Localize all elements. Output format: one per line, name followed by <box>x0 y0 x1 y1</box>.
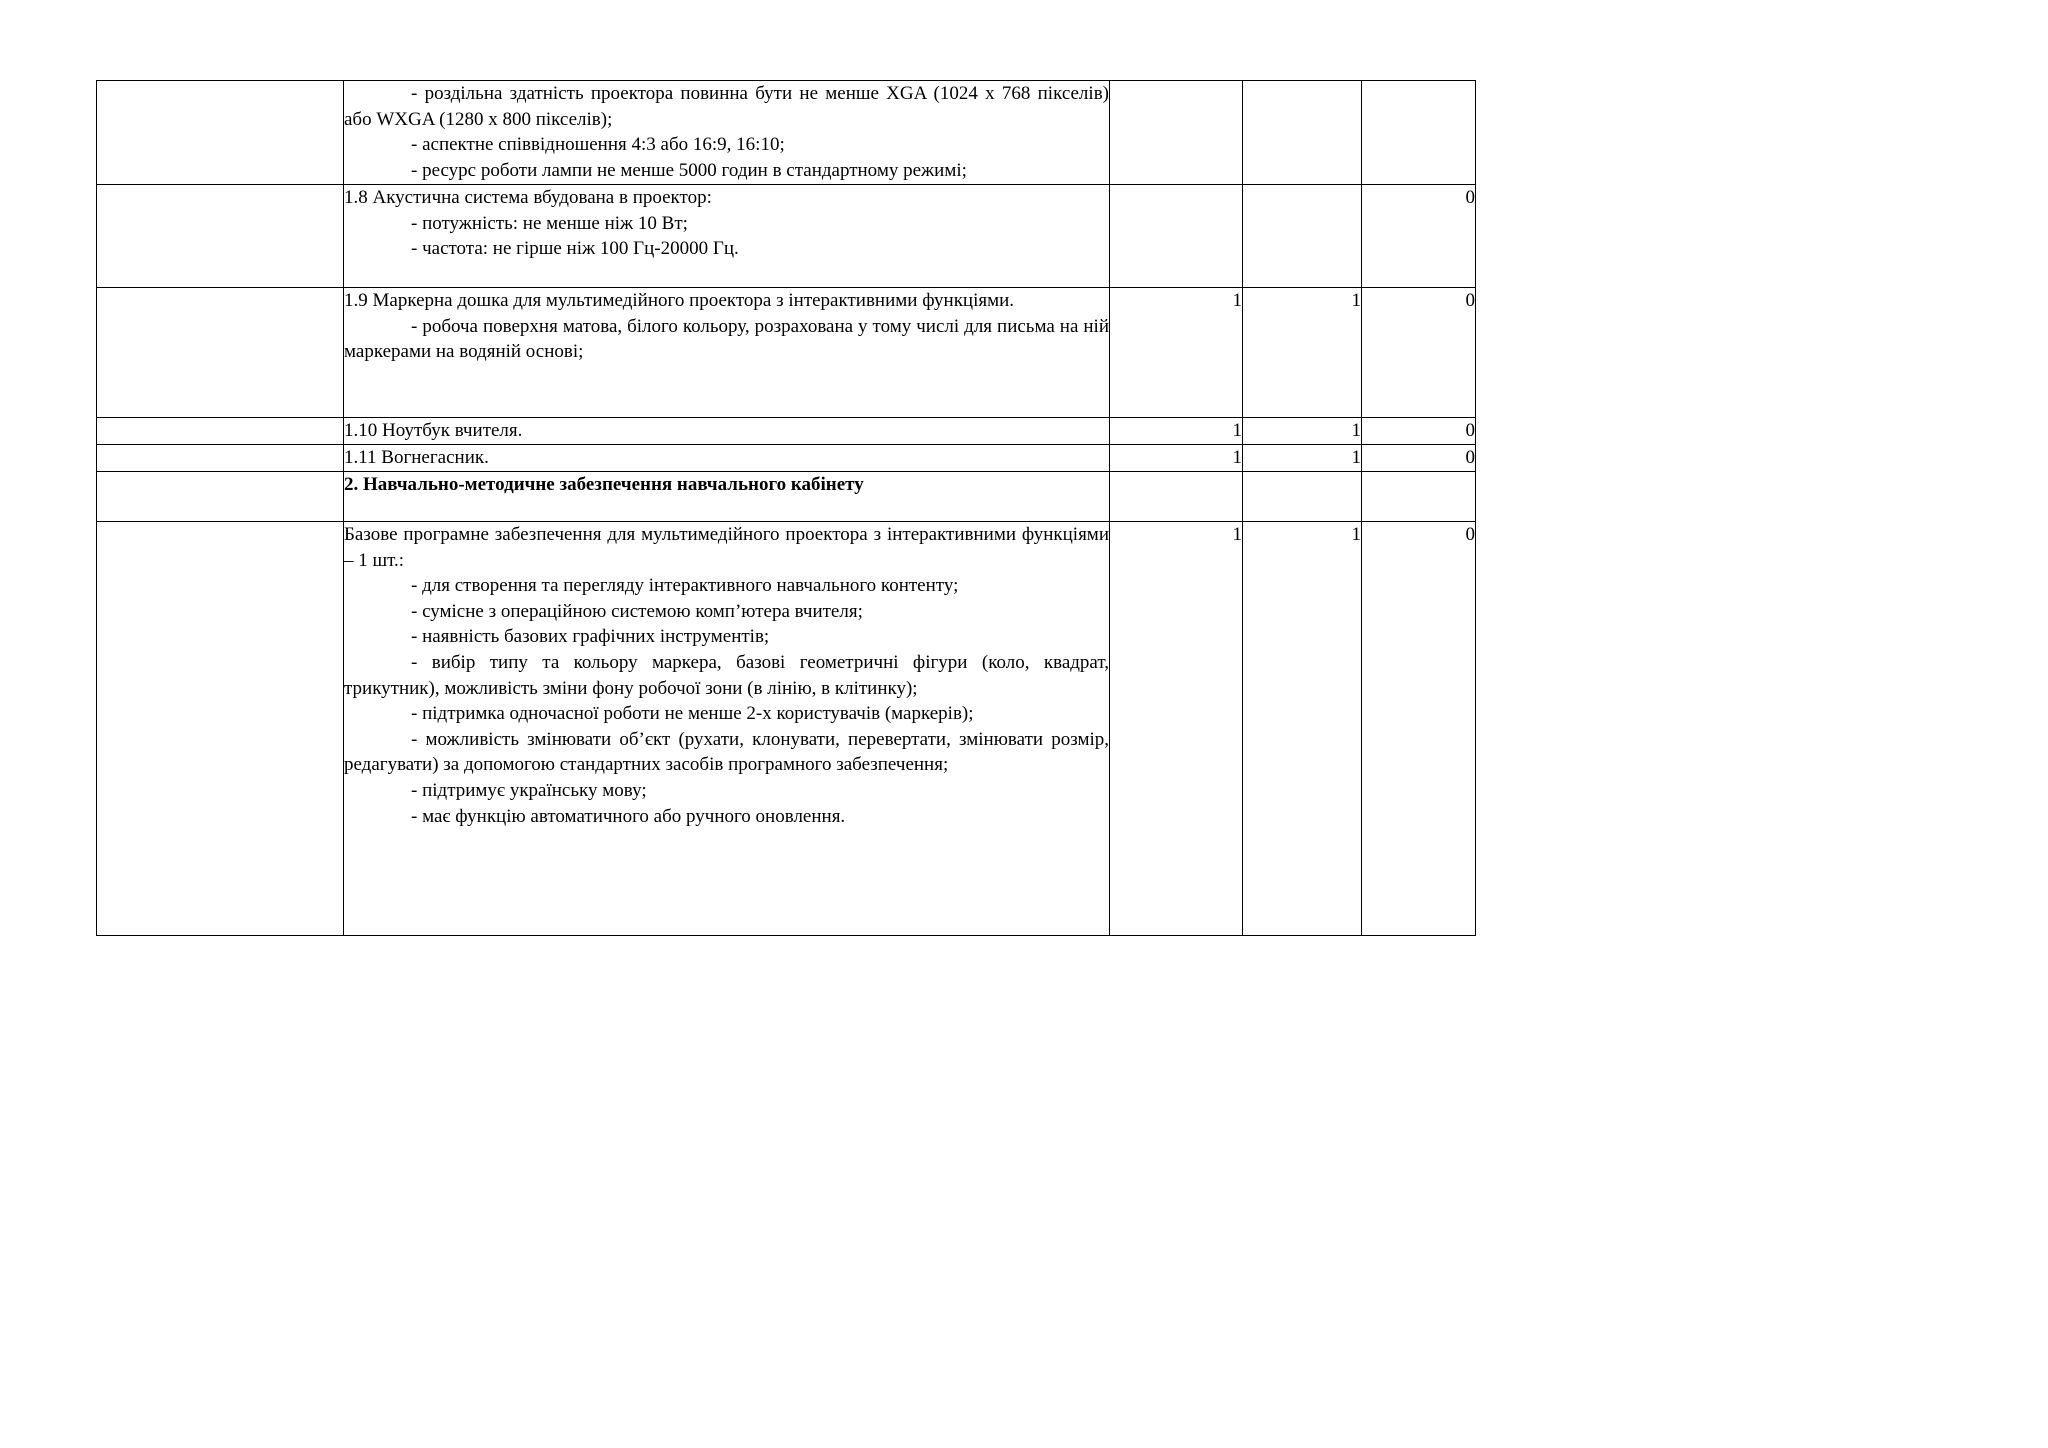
quantity-cell <box>1110 185 1243 288</box>
available-cell <box>1243 472 1362 522</box>
description-line: 1.10 Ноутбук вчителя. <box>344 420 523 441</box>
description-line: - робоча поверхня матова, білого кольору, розрахована у тому числі для письма на ній маркерами на водяній основі; <box>344 315 1109 363</box>
description-line: - сумісне з операційною системою комп’ютера вчителя; <box>411 600 863 622</box>
table-row <box>97 288 1476 418</box>
description-line: - підтримка одночасної роботи не менше 2-х користувачів (маркерів); <box>411 703 974 725</box>
section-heading-cell <box>344 472 1110 522</box>
needed-cell: 0 <box>1362 522 1476 936</box>
row-number-cell <box>97 418 344 445</box>
table-row <box>97 185 1476 288</box>
description-line: - роздільна здатність проектора повинна бути не менше XGA (1024 x 768 пікселів) або WXGA (1280 x 800 пікселів); <box>344 83 1109 130</box>
available-cell: 1 <box>1243 288 1362 418</box>
row-number-cell <box>97 522 344 936</box>
row-number-cell <box>97 445 344 472</box>
description-cell <box>344 418 1110 445</box>
available-cell <box>1243 81 1362 185</box>
description-line: 1.8 Акустична система вбудована в проектор: <box>344 187 712 208</box>
equipment-table <box>96 80 1476 936</box>
available-cell: 1 <box>1243 445 1362 472</box>
table-row <box>97 472 1476 522</box>
description-line: - для створення та перегляду інтерактивного навчального контенту; <box>411 575 959 597</box>
description-cell <box>344 522 1110 936</box>
description-line: - можливість змінювати об’єкт (рухати, клонувати, перевертати, змінювати розмір, редагувати) за допомогою стандартних засобів програмного забезпечення; <box>344 728 1109 776</box>
description-line: - частота: не гірше ніж 100 Гц-20000 Гц. <box>411 238 739 260</box>
quantity-cell: 1 <box>1110 288 1243 418</box>
row-number-cell <box>97 81 344 185</box>
description-cell <box>344 445 1110 472</box>
available-cell: 1 <box>1243 522 1362 936</box>
table-row <box>97 81 1476 185</box>
quantity-cell <box>1110 81 1243 185</box>
description-line: - ресурс роботи лампи не менше 5000 годин в стандартному режимі; <box>411 159 967 181</box>
needed-cell <box>1362 81 1476 185</box>
description-line: - має функцію автоматичного або ручного оновлення. <box>411 805 846 827</box>
description-line: - наявність базових графічних інструментів; <box>411 626 770 648</box>
quantity-cell: 1 <box>1110 418 1243 445</box>
table-row <box>97 522 1476 936</box>
row-number-cell <box>97 185 344 288</box>
needed-cell: 0 <box>1362 185 1476 288</box>
table-row <box>97 418 1476 445</box>
needed-cell: 0 <box>1362 445 1476 472</box>
description-line: - вибір типу та кольору маркера, базові геометричні фігури (коло, квадрат, трикутник), можливість зміни фону робочої зони (в лінію, в клітинку); <box>344 651 1109 699</box>
description-line: 1.9 Маркерна дошка для мультимедійного проектора з інтерактивними функціями. <box>344 290 1015 311</box>
description-line: 1.11 Вогнегасник. <box>344 447 489 468</box>
row-number-cell <box>97 472 344 522</box>
description-cell <box>344 288 1110 418</box>
needed-cell <box>1362 472 1476 522</box>
table-row <box>97 445 1476 472</box>
available-cell: 1 <box>1243 418 1362 445</box>
row-number-cell <box>97 288 344 418</box>
description-cell <box>344 185 1110 288</box>
quantity-cell: 1 <box>1110 522 1243 936</box>
section-heading: 2. Навчально-методичне забезпечення навчального кабінету <box>344 474 864 495</box>
available-cell <box>1243 185 1362 288</box>
quantity-cell: 1 <box>1110 445 1243 472</box>
quantity-cell <box>1110 472 1243 522</box>
needed-cell: 0 <box>1362 288 1476 418</box>
description-line: - аспектне співвідношення 4:3 або 16:9, 16:10; <box>411 134 785 156</box>
description-line: Базове програмне забезпечення для мультимедійного проектора з інтерактивними функціями – 1 шт.: <box>344 524 1109 571</box>
description-cell <box>344 81 1110 185</box>
needed-cell: 0 <box>1362 418 1476 445</box>
description-line: - підтримує українську мову; <box>411 779 647 801</box>
description-line: - потужність: не менше ніж 10 Вт; <box>411 212 688 234</box>
